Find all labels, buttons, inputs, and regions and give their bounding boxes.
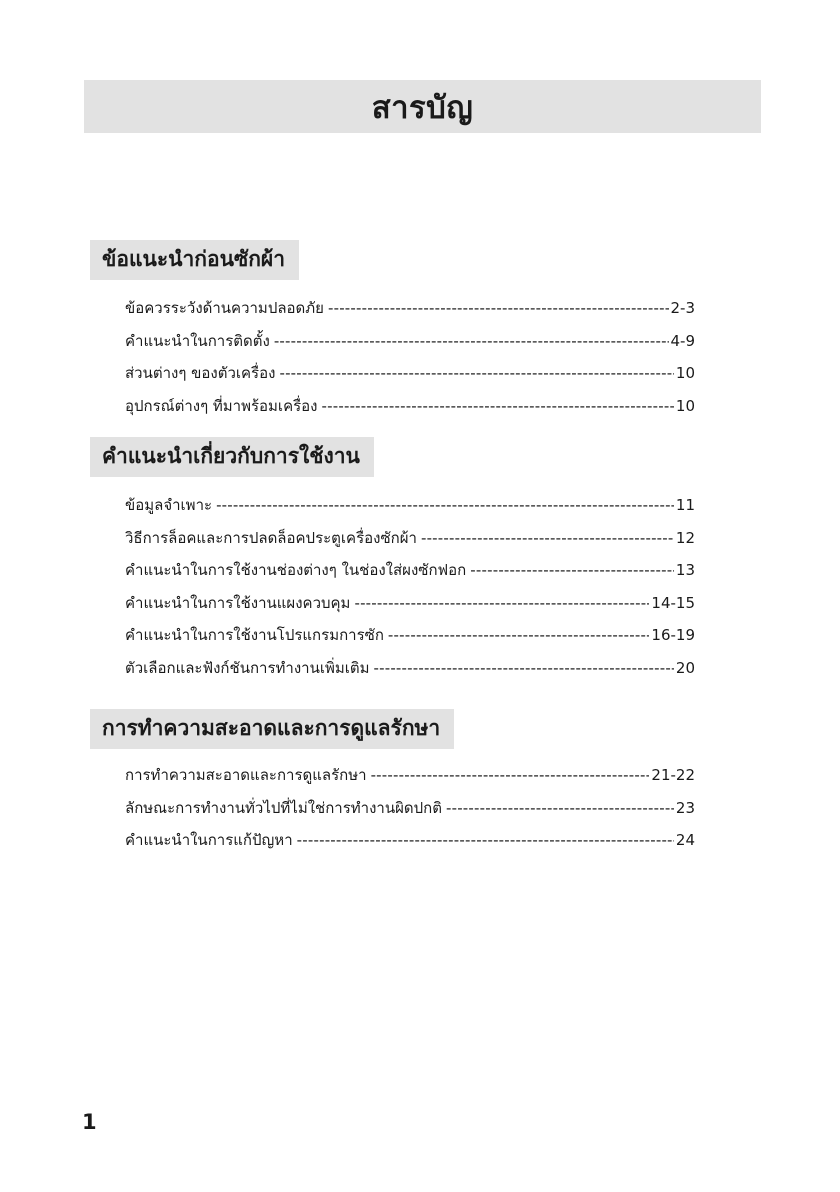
toc-entry-page: 20 (675, 658, 695, 677)
toc-entry-page: 10 (675, 396, 695, 415)
section-heading: ข้อแนะนำก่อนซักผ้า (90, 240, 299, 280)
toc-entry-page: 2-3 (670, 299, 695, 317)
toc-entry-page: 24 (675, 831, 695, 850)
section-usage-instructions (90, 437, 705, 685)
toc-entry-page: 21-22 (651, 766, 695, 784)
section-cleaning-maintenance (90, 709, 705, 857)
toc-entry-label: ลักษณะการทำงานทั่วไปที่ไม่ใช่การทำงานผิดปกติ (125, 798, 442, 817)
toc-entry-page: 10 (675, 364, 695, 383)
dot-leader (354, 587, 649, 620)
toc-list (90, 292, 705, 422)
toc-entry-page: 4-9 (670, 331, 695, 350)
dot-leader (446, 792, 674, 825)
toc-entry-label: การทำความสะอาดและการดูแลรักษา (125, 766, 367, 784)
dot-leader (388, 619, 649, 652)
dot-leader (274, 325, 669, 358)
toc-entry[interactable] (125, 522, 695, 555)
dot-leader (216, 489, 674, 522)
toc-entry[interactable] (125, 390, 695, 423)
dot-leader (297, 824, 674, 857)
page-title: สารบัญ (371, 89, 474, 126)
toc-entry-page: 16-19 (651, 626, 695, 645)
toc-entry[interactable] (125, 587, 695, 620)
toc-entry-label: ตัวเลือกและฟังก์ชันการทำงานเพิ่มเติม (125, 658, 370, 677)
toc-entry[interactable] (125, 759, 695, 792)
toc-entry[interactable] (125, 357, 695, 390)
toc-entry-label: ข้อควรระวังด้านความปลอดภัย (125, 299, 324, 317)
page-number: 1 (82, 1110, 97, 1134)
toc-entry-page: 13 (675, 561, 695, 580)
toc-entry[interactable] (125, 792, 695, 825)
section-heading: คำแนะนำเกี่ยวกับการใช้งาน (90, 437, 374, 477)
dot-leader (322, 390, 674, 423)
toc-entry-page: 11 (675, 496, 695, 514)
section-before-washing (90, 240, 705, 422)
toc-entry-label: คำแนะนำในการใช้งานช่องต่างๆ ในช่องใส่ผงซักฟอก (125, 561, 467, 580)
toc-entry-page: 14-15 (651, 593, 695, 612)
toc-entry[interactable] (125, 652, 695, 685)
toc-entry[interactable] (125, 292, 695, 325)
dot-leader (279, 357, 673, 390)
toc-entry-label: อุปกรณ์ต่างๆ ที่มาพร้อมเครื่อง (125, 396, 318, 415)
toc-entry-page: 12 (675, 528, 695, 547)
section-heading: การทำความสะอาดและการดูแลรักษา (90, 709, 454, 749)
dot-leader (373, 652, 673, 685)
toc-entry-label: ข้อมูลจำเพาะ (125, 496, 213, 514)
toc-entry[interactable] (125, 824, 695, 857)
toc-list (90, 759, 705, 857)
dot-leader (371, 759, 650, 792)
toc-entry-label: ส่วนต่างๆ ของตัวเครื่อง (125, 364, 276, 383)
toc-entry-label: คำแนะนำในการใช้งานโปรแกรมการซัก (125, 626, 384, 645)
toc-entry-label: คำแนะนำในการแก้ปัญหา (125, 831, 293, 850)
toc-entry-label: คำแนะนำในการติดตั้ง (125, 331, 270, 350)
title-bar (84, 80, 761, 133)
toc-entry[interactable] (125, 619, 695, 652)
toc-entry[interactable] (125, 489, 695, 522)
toc-entry-label: คำแนะนำในการใช้งานแผงควบคุม (125, 593, 351, 612)
dot-leader (421, 522, 674, 555)
dot-leader (328, 292, 669, 325)
dot-leader (470, 554, 674, 587)
toc-entry[interactable] (125, 554, 695, 587)
toc-list (90, 489, 705, 685)
toc-entry[interactable] (125, 325, 695, 358)
toc-entry-page: 23 (675, 798, 695, 817)
toc-entry-label: วิธีการล็อคและการปลดล็อคประตูเครื่องซักผ้า (125, 528, 417, 547)
